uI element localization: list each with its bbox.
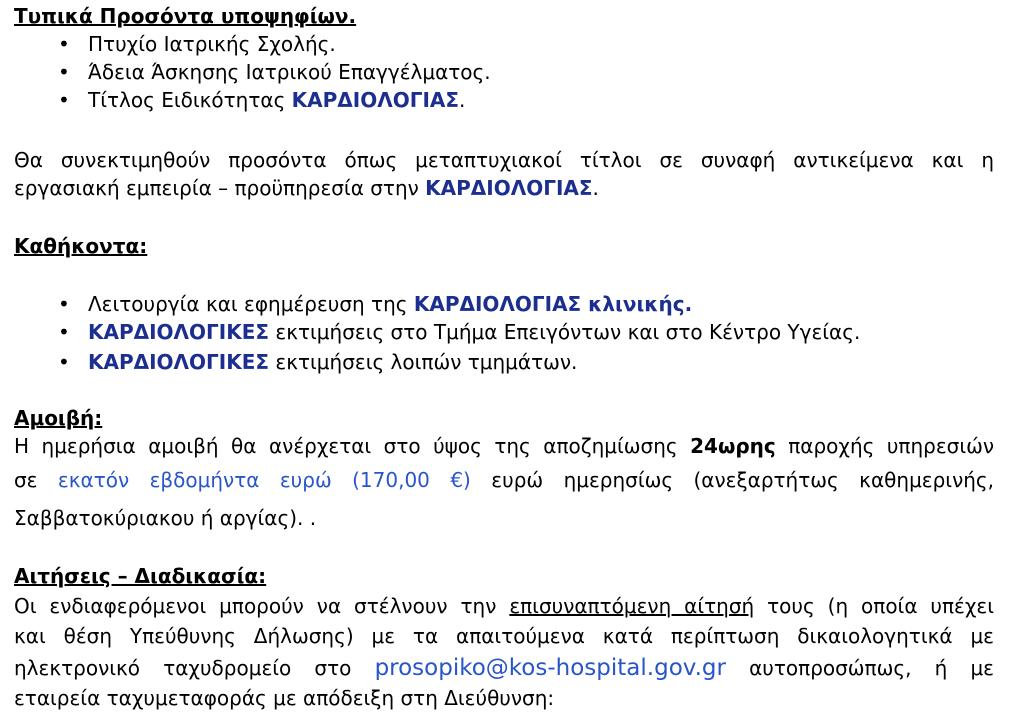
applications-line: εταιρεία ταχυμεταφοράς με απόδειξη στη Διεύθυνση: xyxy=(14,686,555,710)
pay-suffix: παροχής υπηρεσιών xyxy=(775,434,995,458)
assessment-line: Θα συνεκτιμηθούν προσόντα όπως μεταπτυχιακοί τίτλοι σε συναφή αντικείμενα και η xyxy=(14,148,994,172)
specialty-highlight: ΚΑΡΔΙΟΛΟΓΙΑΣ xyxy=(425,176,593,200)
heading-applications: Αιτήσεις – Διαδικασία: xyxy=(14,564,267,588)
duty-item xyxy=(14,290,1013,318)
qualification-suffix: . xyxy=(459,88,466,112)
pay-text: Η ημερήσια αμοιβή θα ανέρχεται στο ύψος της αποζημίωσης xyxy=(14,434,691,458)
pay-line xyxy=(14,466,994,494)
assessment-text: εργασιακή εμπειρία – προϋπηρεσία στην xyxy=(14,176,426,200)
qualification-item xyxy=(14,58,1013,86)
applications-line xyxy=(14,654,994,682)
qualification-text: Πτυχίο Ιατρικής Σχολής. xyxy=(88,32,336,56)
qualification-item xyxy=(14,86,1013,114)
heading-duties: Καθήκοντα: xyxy=(14,234,148,258)
duty-suffix: εκτιμήσεις στο Τμήμα Επειγόντων και στο Κέντρο Υγείας. xyxy=(269,320,861,344)
duty-highlight: ΚΑΡΔΙΟΛΟΓΙΚΕΣ xyxy=(88,320,270,344)
applications-suffix: αυτοπροσώπως, ή με xyxy=(725,656,994,680)
applications-line xyxy=(14,592,994,620)
assessment-suffix: . xyxy=(592,176,599,200)
pay-line: Σαββατοκύριακου ή αργίας). . xyxy=(14,506,317,530)
application-form-link[interactable]: επισυναπτόμενη αίτησή xyxy=(509,594,755,618)
applications-line: και θέση Υπεύθυνης Δήλωσης) με τα απαιτούμενα κατά περίπτωση δικαιολογητικά με xyxy=(14,624,994,648)
pay-suffix: ευρώ ημερησίως (ανεξαρτήτως καθημερινής, xyxy=(470,468,995,492)
duty-highlight: ΚΑΡΔΙΟΛΟΓΙΚΕΣ xyxy=(88,350,270,374)
pay-bold: 24ωρης xyxy=(690,434,776,458)
applications-text: ηλεκτρονικό ταχυδρομείο στο xyxy=(14,656,375,680)
pay-line xyxy=(14,432,994,460)
assessment-line xyxy=(14,174,994,202)
email-link[interactable]: prosopiko@kos-hospital.gov.gr xyxy=(374,655,726,681)
duty-highlight: ΚΑΡΔΙΟΛΟΓΙΑΣ κλινικής. xyxy=(413,292,693,316)
duty-item xyxy=(14,318,1013,346)
qualification-item xyxy=(14,30,1013,58)
duty-text: Λειτουργία και εφημέρευση της xyxy=(88,292,414,316)
specialty-highlight: ΚΑΡΔΙΟΛΟΓΙΑΣ xyxy=(291,88,460,112)
pay-text: σε xyxy=(14,468,58,492)
heading-qualifications: Τυπικά Προσόντα υποψηφίων. xyxy=(14,4,357,28)
heading-pay: Αμοιβή: xyxy=(14,406,103,430)
duty-item xyxy=(14,348,1013,376)
duty-suffix: εκτιμήσεις λοιπών τμημάτων. xyxy=(269,350,578,374)
applications-suffix: τους (η οποία υπέχει xyxy=(754,594,994,618)
qualification-text: Άδεια Άσκησης Ιατρικού Επαγγέλματος. xyxy=(88,60,491,84)
applications-text: Οι ενδιαφερόμενοι μπορούν να στέλνουν την xyxy=(14,594,510,618)
pay-amount: εκατόν εβδομήντα ευρώ (170,00 €) xyxy=(57,468,471,492)
qualification-text: Τίτλος Ειδικότητας xyxy=(88,88,292,112)
